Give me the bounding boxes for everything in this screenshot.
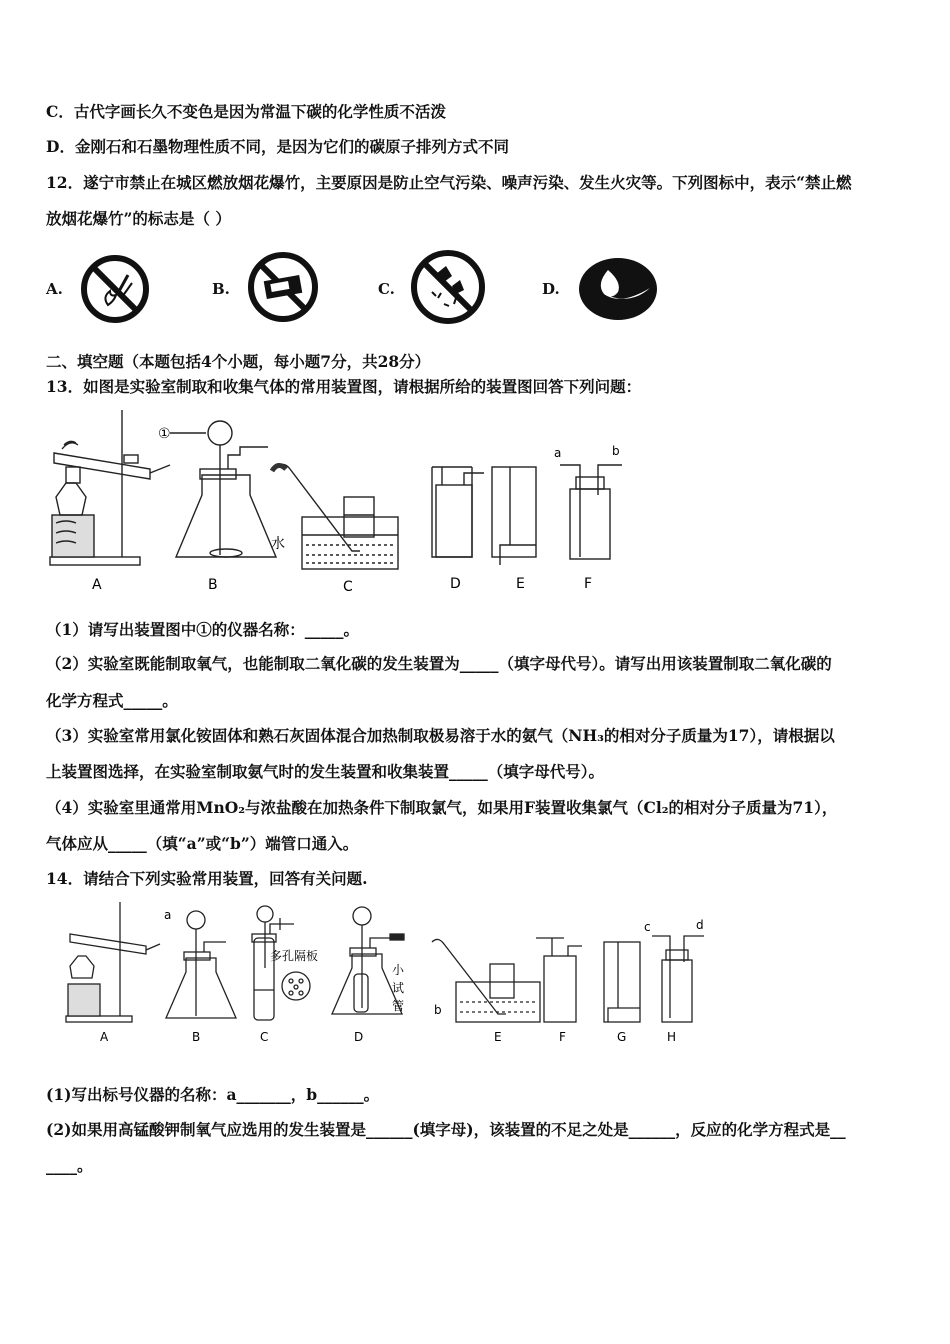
q14-part2-line2: ____。 — [46, 1156, 93, 1175]
q14-label-f: F — [559, 1030, 566, 1044]
q14-label-c: C — [260, 1030, 269, 1044]
q14-apparatus-figure — [56, 898, 716, 1048]
q12-stem-line1: 12．遂宁市禁止在城区燃放烟花爆竹，主要原因是防止空气污染、噪声污染、发生火灾等。下列图标中，表示“禁止燃 — [46, 173, 852, 192]
no-fireworks-sign-icon — [78, 253, 152, 325]
q14-small-tube-label-2: 试 — [392, 981, 405, 995]
q14-label-h: H — [667, 1030, 677, 1044]
q11-option-c: C．古代字画长久不变色是因为常温下碳的化学性质不活泼 — [46, 102, 446, 121]
q13-label-d: D — [450, 576, 461, 592]
q13-part4-line2: 气体应从_____（填“a”或“b”）端管口通入。 — [46, 834, 359, 853]
q14-mark-c: c — [644, 920, 651, 934]
q13-part3-line1: （3）实验室常用氯化铵固体和熟石灰固体混合加热制取极易溶于水的氨气（NH₃的相对分子质量为17），请根据以 — [46, 726, 835, 745]
q14-part1: (1)写出标号仪器的名称：a_______，b______。 — [46, 1085, 380, 1104]
q14-mark-d: d — [696, 918, 704, 932]
q13-label-c: C — [343, 579, 353, 595]
q14-stem: 14．请结合下列实验常用装置，回答有关问题. — [46, 869, 368, 888]
q13-label-e: E — [516, 576, 525, 592]
q12-option-d-label: D. — [542, 280, 560, 298]
q12-stem-line2: 放烟花爆竹”的标志是（ ） — [46, 209, 231, 228]
q13-part4-line1: （4）实验室里通常用MnO₂与浓盐酸在加热条件下制取氯气，如果用F装置收集氯气（Cl₂的相对分子质量为71）， — [46, 798, 838, 817]
q12-option-c-label: C. — [378, 280, 395, 298]
q13-label-a: A — [92, 577, 102, 593]
q13-part2-line1: （2）实验室既能制取氧气，也能制取二氧化碳的发生装置为_____（填字母代号）。请写出用该装置制取二氧化碳的 — [46, 654, 832, 673]
q13-part1: （1）请写出装置图中①的仪器名称：_____。 — [46, 620, 360, 639]
q13-stem: 13．如图是实验室制取和收集气体的常用装置图，请根据所给的装置图回答下列问题： — [46, 377, 642, 396]
q14-small-tube-label-3: 管 — [392, 999, 405, 1013]
q13-part3-line2: 上装置图选择，在实验室制取氨气时的发生装置和收集装置_____（填字母代号）。 — [46, 762, 605, 781]
q11-option-d: D．金刚石和石墨物理性质不同，是因为它们的碳原子排列方式不同 — [46, 137, 509, 156]
q14-label-g: G — [617, 1030, 627, 1044]
q13-label-f: F — [584, 576, 593, 592]
q13-water-label: 水 — [271, 536, 285, 552]
q14-label-b: B — [192, 1030, 201, 1044]
q14-small-tube-label-1: 小 — [392, 963, 405, 977]
q14-label-e: E — [494, 1030, 502, 1044]
q12-option-b-label: B. — [212, 280, 230, 298]
q14-label-d: D — [354, 1030, 364, 1044]
q13-port-b: b — [612, 444, 620, 458]
q14-mark-a: a — [164, 908, 172, 922]
q14-mark-b: b — [434, 1003, 442, 1017]
water-saving-sign-icon — [578, 256, 660, 322]
q13-marker-1: ① — [158, 426, 171, 442]
q13-part2-line2: 化学方程式_____。 — [46, 691, 178, 710]
no-smoking-materials-sign-icon — [245, 250, 321, 324]
q12-option-a-label: A. — [46, 280, 63, 298]
section-2-title: 二、填空题（本题包括4个小题，每小题7分，共28分） — [46, 352, 431, 371]
no-firecrackers-sign-icon — [408, 248, 488, 326]
q13-port-a: a — [554, 446, 562, 460]
q13-label-b: B — [208, 577, 218, 593]
q14-porous-plate-label: 多孔隔板 — [270, 949, 319, 963]
q13-apparatus-figure — [40, 405, 680, 600]
q14-label-a: A — [100, 1030, 109, 1044]
q14-part2-line1: (2)如果用高锰酸钾制氧气应选用的发生装置是______(填字母)，该装置的不足之处是______，反应的化学方程式是__ — [46, 1120, 846, 1139]
